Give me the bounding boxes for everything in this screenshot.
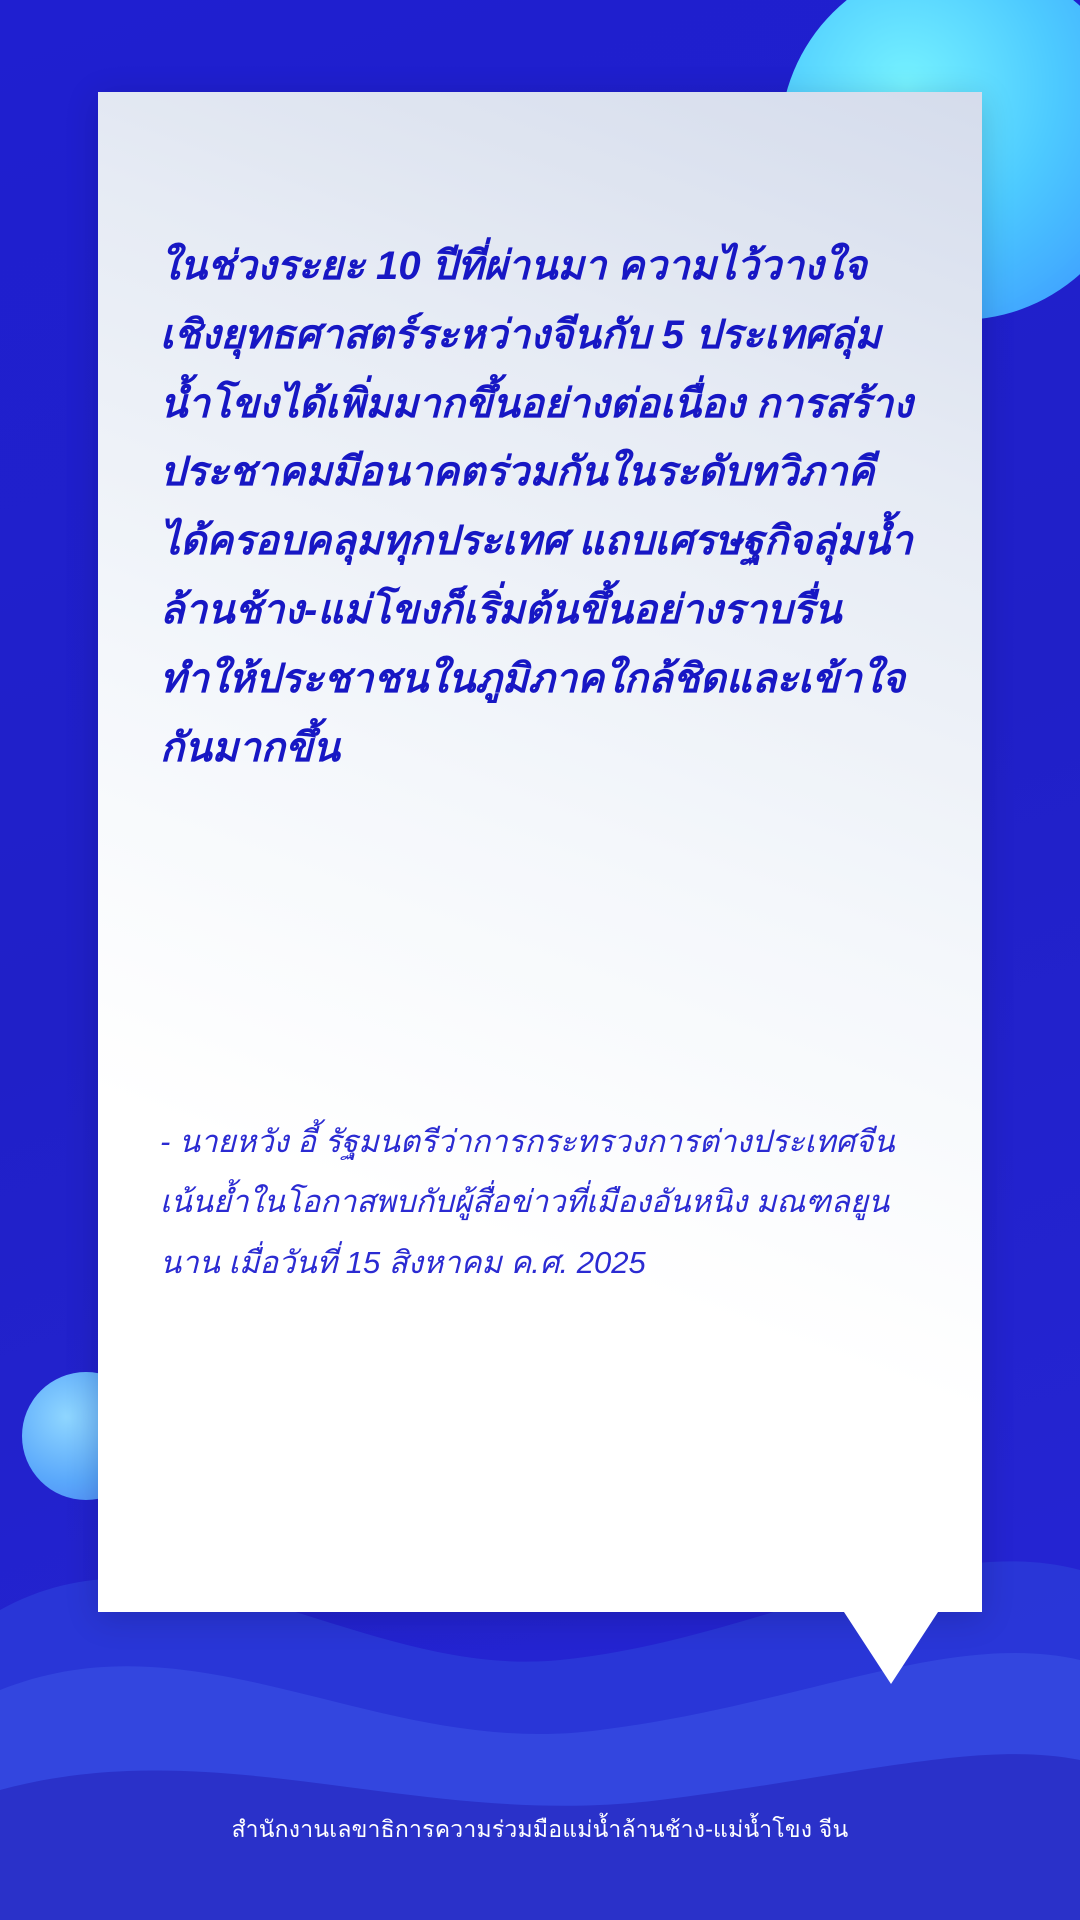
- speech-bubble-tail: [844, 1612, 938, 1684]
- quote-card-content: [98, 92, 982, 1612]
- quote-text: ในช่วงระยะ 10 ปีที่ผ่านมา ความไว้วางใจเชิงยุทธศาสตร์ระหว่างจีนกับ 5 ประเทศลุ่มน้ำโขงได้เพิ่มมากขึ้นอย่างต่อเนื่อง การสร้างประชาคมมีอนาคตร่วมกันในระดับทวิภาคีได้ครอบคลุมทุกประเทศ แถบเศรษฐกิจลุ่มน้ำล้านช้าง-แม่โขงก็เริ่มต้นขึ้นอย่างราบรื่น ทำให้ประชาชนในภูมิภาคใกล้ชิดและเข้าใจกันมากขึ้น: [160, 244, 913, 770]
- quote-attribution: - นายหวัง อี้ รัฐมนตรีว่าการกระทรวงการต่างประเทศจีน เน้นย้ำในโอกาสพบกับผู้สื่อข่าวที่เมืองอันหนิง มณฑลยูนนาน เมื่อวันที่ 15 สิงหาคม ค.ศ. 2025: [160, 1124, 895, 1280]
- quote-card: [98, 92, 982, 1612]
- footer-organization-label: สำนักงานเลขาธิการความร่วมมือแม่น้ำล้านช้าง-แม่น้ำโขง จีน: [231, 1816, 849, 1842]
